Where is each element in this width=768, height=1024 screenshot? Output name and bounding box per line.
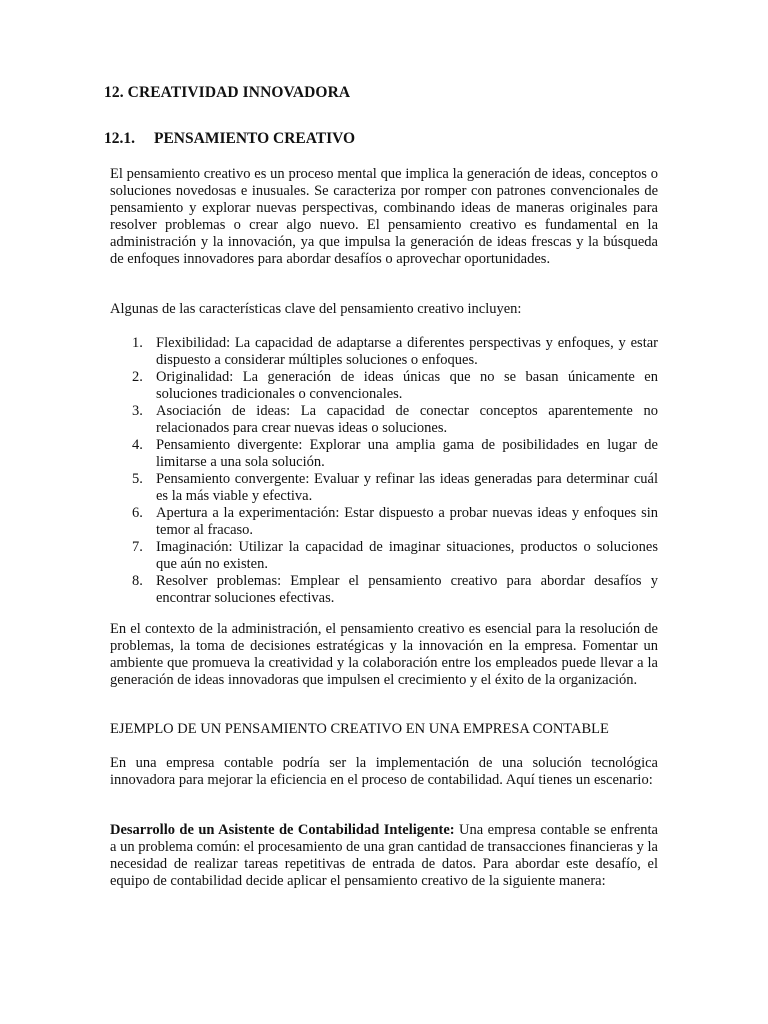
assistant-text: Una empresa contable se enfrenta a un problema común: el procesamiento de una gran cantidad de transacciones financieras y la necesidad de realizar tareas repetitivas de entrada de datos. Para abordar este desafío, el equipo de contabilidad decide aplicar el pensamiento creativo de la siguiente manera:	[110, 822, 658, 889]
list-item	[132, 471, 658, 505]
list-item-number: 1.	[132, 335, 143, 351]
list-item-number: 8.	[132, 573, 143, 589]
assistant-paragraph	[110, 822, 658, 890]
list-item-number: 3.	[132, 403, 143, 419]
list-item	[132, 437, 658, 471]
section-number: 12.1.	[104, 130, 135, 147]
list-item-text: Pensamiento convergente: Evaluar y refinar las ideas generadas para determinar cuál es la más viable y efectiva.	[156, 471, 658, 504]
list-item-text: Resolver problemas: Emplear el pensamiento creativo para abordar desafíos y encontrar soluciones efectivas.	[156, 573, 658, 606]
example-heading: EJEMPLO DE UN PENSAMIENTO CREATIVO EN UNA EMPRESA CONTABLE	[110, 721, 609, 737]
list-item	[132, 539, 658, 573]
list-lead-paragraph: Algunas de las características clave del pensamiento creativo incluyen:	[110, 301, 522, 317]
list-item-text: Flexibilidad: La capacidad de adaptarse a diferentes perspectivas y enfoques, y estar dispuesto a considerar múltiples soluciones o enfoques.	[156, 335, 658, 368]
list-item	[132, 335, 658, 369]
list-item-number: 6.	[132, 505, 143, 521]
list-item-number: 5.	[132, 471, 143, 487]
section-title-text: PENSAMIENTO CREATIVO	[154, 130, 356, 147]
list-item-number: 2.	[132, 369, 143, 385]
list-item-text: Apertura a la experimentación: Estar dispuesto a probar nuevas ideas y enfoques sin temor al fracaso.	[156, 505, 658, 538]
list-item-text: Imaginación: Utilizar la capacidad de imaginar situaciones, productos o soluciones que aún no existen.	[156, 539, 658, 572]
list-item	[132, 505, 658, 539]
section-title	[104, 130, 355, 148]
list-item	[132, 403, 658, 437]
list-item-text: Pensamiento divergente: Explorar una amplia gama de posibilidades en lugar de limitarse a una sola solución.	[156, 437, 658, 470]
list-item-text: Asociación de ideas: La capacidad de conectar conceptos aparentemente no relacionados para crear nuevas ideas o soluciones.	[156, 403, 658, 436]
list-item-number: 4.	[132, 437, 143, 453]
intro-paragraph: El pensamiento creativo es un proceso mental que implica la generación de ideas, conceptos o soluciones novedosas e inusuales. Se caracteriza por romper con patrones convencionales de pensamiento y explorar nuevas perspectivas, combinando ideas de maneras originales para resolver problemas o crear algo nuevo. El pensamiento creativo es fundamental en la administración y la innovación, ya que impulsa la generación de ideas frescas y la búsqueda de enfoques innovadores para abordar desafíos o aprovechar oportunidades.	[110, 166, 658, 267]
list-item-text: Originalidad: La generación de ideas únicas que no se basan únicamente en soluciones tradicionales o convencionales.	[156, 369, 658, 402]
context-paragraph: En el contexto de la administración, el pensamiento creativo es esencial para la resolución de problemas, la toma de decisiones estratégicas y la innovación en la empresa. Fomentar un ambiente que promueva la creatividad y la colaboración entre los empleados puede llevar a la generación de ideas innovadoras que impulsen el crecimiento y el éxito de la organización.	[110, 621, 658, 688]
chapter-title: 12. CREATIVIDAD INNOVADORA	[104, 84, 351, 101]
example-intro-paragraph: En una empresa contable podría ser la implementación de una solución tecnológica innovadora para mejorar la eficiencia en el proceso de contabilidad. Aquí tienes un escenario:	[110, 755, 658, 788]
list-item	[132, 573, 658, 607]
assistant-title: Desarrollo de un Asistente de Contabilidad Inteligente:	[110, 822, 455, 838]
characteristics-list	[132, 335, 658, 607]
list-item-number: 7.	[132, 539, 143, 555]
list-item	[132, 369, 658, 403]
